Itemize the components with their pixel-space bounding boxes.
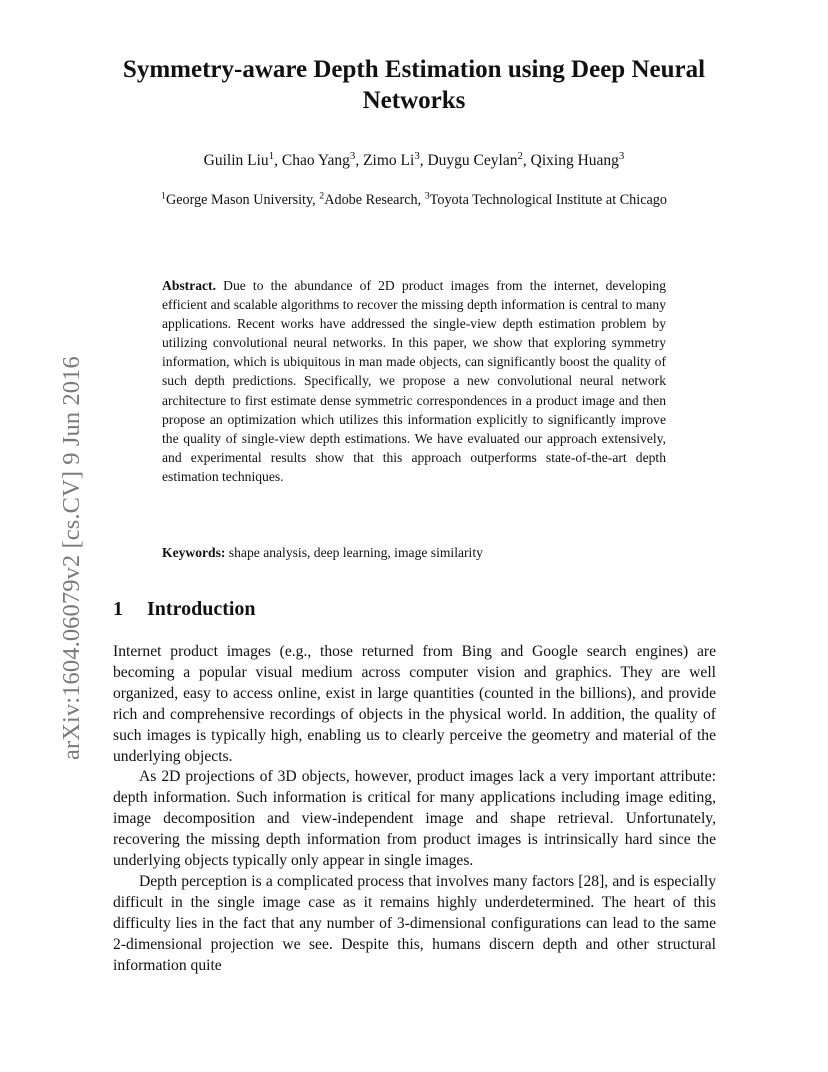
- abstract-text: Due to the abundance of 2D product images from the internet, developing efficient and scalable algorithms to recover the missing depth information is central to many applications. Recent works have addressed the single-view depth estimation problem by utilizing convolutional neural networks. In this paper, we show that exploring symmetry information, which is ubiquitous in man made objects, can significantly boost the quality of such depth predictions. Specifically, we propose a new convolutional neural network architecture to first estimate dense symmetric correspondences in a product image and then propose an optimization which utilizes this information explicitly to significantly improve the quality of single-view depth estimations. We have evaluated our approach extensively, and experimental results show that this approach outperforms state-of-the-art depth estimation techniques.: [162, 278, 666, 484]
- affiliation-list: $^1$George Mason University, $^2$Adobe Research, $^3$Toyota Technological Institute at Chicago: [161, 190, 667, 208]
- keywords: [162, 545, 666, 561]
- keywords-text: shape analysis, deep learning, image similarity: [228, 545, 483, 560]
- body-paragraph: As 2D projections of 3D objects, however, product images lack a very important attribute: depth information. Such information is critical for many applications including image editing, image decomposition and view-independent image and shape retrieval. Unfortunately, recovering the missing depth information from product images is intrinsically hard since the underlying objects typically only appear in single images.: [113, 768, 716, 870]
- section-number: 1: [113, 598, 123, 620]
- author: Chao Yang$^3$: [281, 149, 356, 169]
- body-paragraph: Depth perception is a complicated process that involves many factors [28], and is especially difficult in the single image case as it remains highly underdetermined. The heart of this difficulty lies in the fact that any number of 3-dimensional configurations can lead to the same 2-dimensional projection we see. Despite this, humans discern depth and other structural information quite: [113, 872, 716, 974]
- abstract: [162, 276, 666, 486]
- author-list: Guilin Liu$^1$, Chao Yang$^3$, Zimo Li$^3$, Duygu Ceylan$^2$, Qixing Huang$^3$: [203, 149, 625, 169]
- section-title: Introduction: [147, 598, 256, 620]
- author: Zimo Li$^3$: [363, 149, 420, 169]
- affiliation: George Mason University: [165, 192, 313, 208]
- keywords-label: Keywords:: [162, 545, 226, 560]
- arxiv-identifier: arXiv:1604.06079v2 [cs.CV] 9 Jun 2016: [58, 356, 85, 760]
- author: Duygu Ceylan$^2$: [427, 149, 523, 169]
- body-paragraph: Internet product images (e.g., those returned from Bing and Google search engines) are becoming a popular visual medium across computer vision and graphics. They are well organized, easy to access online, exist in large quantities (counted in the billions), and provide rich and comprehensive recordings of objects in the physical world. In addition, the quality of such images is typically high, enabling us to clearly perceive the geometry and material of the underlying objects.: [113, 643, 716, 765]
- section-body: [113, 642, 716, 977]
- affiliation: Adobe Research: [324, 192, 418, 208]
- author: Guilin Liu$^1$: [203, 149, 275, 169]
- paper-title: Symmetry-aware Depth Estimation using Deep Neural Networks: [122, 56, 706, 114]
- abstract-label: Abstract.: [162, 278, 216, 293]
- section-heading: [113, 598, 256, 621]
- affiliation: Toyota Technological Institute at Chicago: [429, 192, 667, 208]
- author: Qixing Huang$^3$: [530, 149, 625, 169]
